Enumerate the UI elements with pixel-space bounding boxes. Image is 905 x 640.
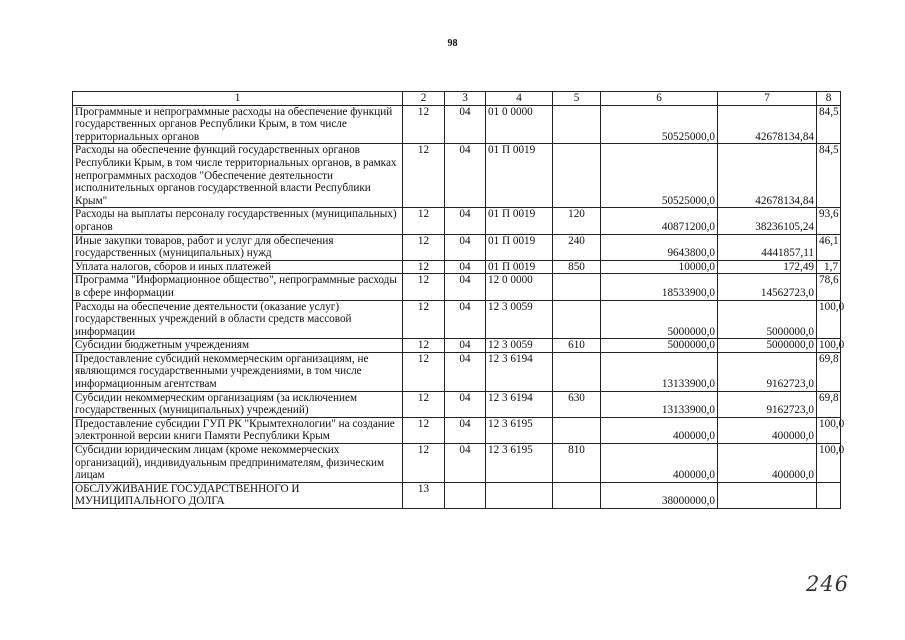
table-row — [73, 300, 841, 339]
section-code: 12 — [403, 274, 445, 300]
executed-amount: 9162723,0 — [718, 391, 817, 417]
target-article-code: 12 3 0059 — [486, 339, 553, 353]
execution-percent: 84,5 — [817, 144, 841, 208]
page-number: 98 — [447, 38, 458, 49]
header-cell: 5 — [553, 92, 601, 106]
section-code: 12 — [403, 260, 445, 274]
subsection-code: 04 — [445, 208, 486, 234]
target-article-code: 01 0 0000 — [486, 105, 553, 144]
subsection-code: 04 — [445, 339, 486, 353]
header-cell: 2 — [403, 92, 445, 106]
executed-amount: 172,49 — [718, 260, 817, 274]
expense-type-code: 630 — [553, 391, 601, 417]
planned-amount: 400000,0 — [601, 417, 718, 443]
target-article-code: 12 0 0000 — [486, 274, 553, 300]
header-cell: 8 — [817, 92, 841, 106]
section-code: 12 — [403, 391, 445, 417]
section-code: 12 — [403, 339, 445, 353]
table-row — [73, 105, 841, 144]
subsection-code: 04 — [445, 352, 486, 391]
expense-name: Субсидии бюджетным учреждениям — [73, 339, 403, 353]
header-cell: 6 — [601, 92, 718, 106]
expense-type-code — [553, 105, 601, 144]
execution-percent: 69,8 — [817, 352, 841, 391]
header-cell: 1 — [73, 92, 403, 106]
subsection-code: 04 — [445, 144, 486, 208]
section-code: 12 — [403, 105, 445, 144]
execution-percent: 100,0 — [817, 300, 841, 339]
expense-name: Расходы на выплаты персоналу государственных (муниципальных) органов — [73, 208, 403, 234]
planned-amount: 13133900,0 — [601, 352, 718, 391]
section-code: 12 — [403, 208, 445, 234]
execution-percent: 100,0 — [817, 444, 841, 483]
table-row — [73, 208, 841, 234]
subsection-code: 04 — [445, 274, 486, 300]
expense-name: ОБСЛУЖИВАНИЕ ГОСУДАРСТВЕННОГО И МУНИЦИПАЛЬНОГО ДОЛГА — [73, 482, 403, 508]
table-row — [73, 234, 841, 260]
table-row — [73, 482, 841, 508]
expense-name: Предоставление субсидий некоммерческим организациям, не являющимся государственными учреждениями, в том числе информационным агентствам — [73, 352, 403, 391]
expense-type-code — [553, 482, 601, 508]
execution-percent: 100,0 — [817, 339, 841, 353]
execution-percent: 69,8 — [817, 391, 841, 417]
subsection-code: 04 — [445, 234, 486, 260]
expense-type-code — [553, 417, 601, 443]
subsection-code: 04 — [445, 260, 486, 274]
expense-name: Предоставление субсидии ГУП РК "Крымтехнологии" на создание электронной версии книги Памяти Республики Крым — [73, 417, 403, 443]
section-code: 12 — [403, 300, 445, 339]
table-row — [73, 274, 841, 300]
target-article-code: 12 3 6194 — [486, 391, 553, 417]
expense-type-code — [553, 144, 601, 208]
expense-type-code: 850 — [553, 260, 601, 274]
planned-amount: 40871200,0 — [601, 208, 718, 234]
target-article-code: 12 3 6195 — [486, 417, 553, 443]
expense-name: Программа "Информационное общество", непрограммные расходы в сфере информации — [73, 274, 403, 300]
header-cell: 4 — [486, 92, 553, 106]
table-row — [73, 391, 841, 417]
execution-percent: 46,1 — [817, 234, 841, 260]
planned-amount: 5000000,0 — [601, 300, 718, 339]
execution-percent: 1,7 — [817, 260, 841, 274]
budget-table — [72, 91, 845, 509]
planned-amount: 50525000,0 — [601, 144, 718, 208]
subsection-code: 04 — [445, 444, 486, 483]
expense-name: Субсидии некоммерческим организациям (за исключением государственных (муниципальных) учреждений) — [73, 391, 403, 417]
expense-type-code: 610 — [553, 339, 601, 353]
execution-percent: 78,6 — [817, 274, 841, 300]
table-row — [73, 417, 841, 443]
target-article-code: 12 3 0059 — [486, 300, 553, 339]
section-code: 12 — [403, 352, 445, 391]
expense-type-code — [553, 300, 601, 339]
executed-amount: 400000,0 — [718, 444, 817, 483]
expense-name: Субсидии юридическим лицам (кроме некоммерческих организаций), индивидуальным предпринимателям, физическим лицам — [73, 444, 403, 483]
target-article-code: 12 3 6195 — [486, 444, 553, 483]
executed-amount: 38236105,24 — [718, 208, 817, 234]
header-cell: 7 — [718, 92, 817, 106]
handwritten-page-note: 246 — [806, 572, 850, 596]
section-code: 12 — [403, 417, 445, 443]
subsection-code — [445, 482, 486, 508]
expense-name: Уплата налогов, сборов и иных платежей — [73, 260, 403, 274]
header-cell: 3 — [445, 92, 486, 106]
target-article-code: 01 П 0019 — [486, 260, 553, 274]
table-row — [73, 339, 841, 353]
target-article-code: 12 3 6194 — [486, 352, 553, 391]
section-code: 12 — [403, 234, 445, 260]
executed-amount: 400000,0 — [718, 417, 817, 443]
planned-amount: 13133900,0 — [601, 391, 718, 417]
table-row — [73, 144, 841, 208]
target-article-code — [486, 482, 553, 508]
expense-type-code — [553, 274, 601, 300]
expense-type-code: 810 — [553, 444, 601, 483]
execution-percent: 84,5 — [817, 105, 841, 144]
executed-amount — [718, 482, 817, 508]
subsection-code: 04 — [445, 105, 486, 144]
target-article-code: 01 П 0019 — [486, 234, 553, 260]
planned-amount: 18533900,0 — [601, 274, 718, 300]
table-row — [73, 352, 841, 391]
expense-name: Иные закупки товаров, работ и услуг для обеспечения государственных (муниципальных) нужд — [73, 234, 403, 260]
expense-type-code: 240 — [553, 234, 601, 260]
execution-percent: 93,6 — [817, 208, 841, 234]
expense-name: Расходы на обеспечение деятельности (оказание услуг) государственных учреждений в области средств массовой информации — [73, 300, 403, 339]
planned-amount: 5000000,0 — [601, 339, 718, 353]
executed-amount: 14562723,0 — [718, 274, 817, 300]
section-code: 12 — [403, 144, 445, 208]
executed-amount: 9162723,0 — [718, 352, 817, 391]
executed-amount: 5000000,0 — [718, 339, 817, 353]
table-row — [73, 260, 841, 274]
planned-amount: 50525000,0 — [601, 105, 718, 144]
table-header-row — [73, 92, 841, 106]
subsection-code: 04 — [445, 417, 486, 443]
executed-amount: 42678134,84 — [718, 105, 817, 144]
expense-name: Расходы на обеспечение функций государственных органов Республики Крым, в том числе территориальных органов, в рамках непрограммных расходов "Обеспечение деятельности исполнительных органов государственной власти Республики Крым" — [73, 144, 403, 208]
planned-amount: 10000,0 — [601, 260, 718, 274]
subsection-code: 04 — [445, 391, 486, 417]
section-code: 13 — [403, 482, 445, 508]
section-code: 12 — [403, 444, 445, 483]
executed-amount: 42678134,84 — [718, 144, 817, 208]
execution-percent — [817, 482, 841, 508]
target-article-code: 01 П 0019 — [486, 208, 553, 234]
executed-amount: 4441857,11 — [718, 234, 817, 260]
expense-name: Программные и непрограммные расходы на обеспечение функций государственных органов Республики Крым, в том числе территориальных органов — [73, 105, 403, 144]
planned-amount: 400000,0 — [601, 444, 718, 483]
target-article-code: 01 П 0019 — [486, 144, 553, 208]
expense-type-code — [553, 352, 601, 391]
expense-type-code: 120 — [553, 208, 601, 234]
executed-amount: 5000000,0 — [718, 300, 817, 339]
planned-amount: 9643800,0 — [601, 234, 718, 260]
planned-amount: 38000000,0 — [601, 482, 718, 508]
execution-percent: 100,0 — [817, 417, 841, 443]
subsection-code: 04 — [445, 300, 486, 339]
table-row — [73, 444, 841, 483]
